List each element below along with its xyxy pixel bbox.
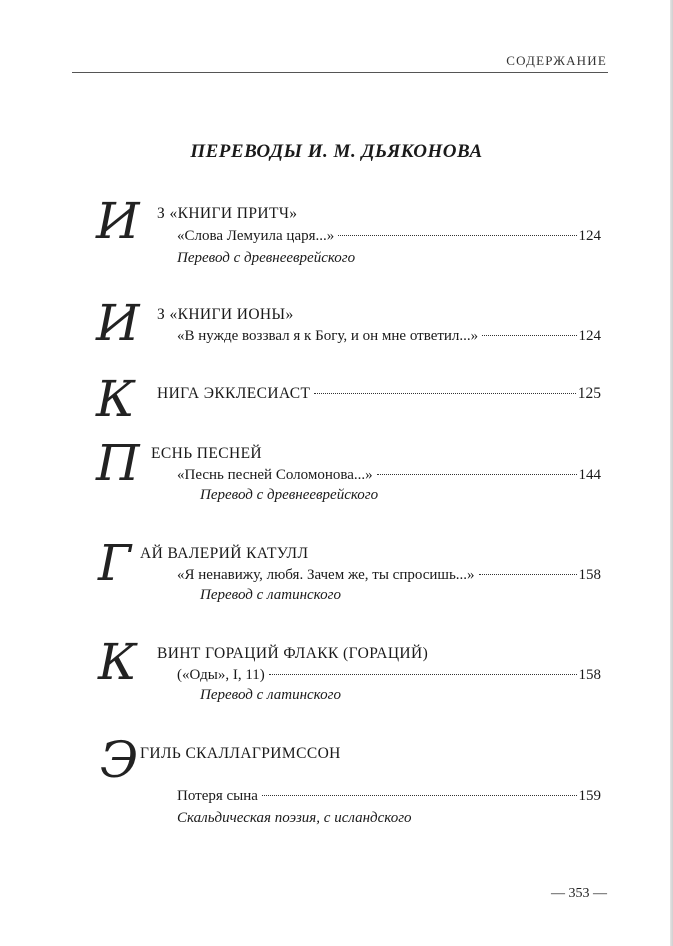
- dropcap: К: [98, 633, 137, 691]
- dropcap: К: [96, 370, 135, 428]
- toc-line[interactable]: [177, 467, 601, 484]
- entry-title: («Оды», I, 11): [177, 667, 265, 683]
- dropcap: П: [96, 434, 140, 492]
- toc-line[interactable]: [177, 788, 601, 805]
- page-folio: — 353 —: [551, 886, 607, 901]
- entry-title: «Я ненавижу, любя. Зачем же, ты спросишь...»: [177, 567, 475, 583]
- page-number: 159: [578, 788, 601, 804]
- dropcap: Г: [98, 534, 132, 592]
- toc-line[interactable]: [177, 328, 601, 345]
- page-number: 158: [578, 567, 601, 583]
- leader-dots: [338, 235, 576, 236]
- running-header: СОДЕРЖАНИЕ: [506, 53, 607, 68]
- leader-dots: [377, 474, 577, 475]
- page-number: 158: [578, 667, 601, 683]
- entry-note: Перевод с древнееврейского: [177, 250, 356, 266]
- toc-line[interactable]: [157, 385, 601, 403]
- dropcap: И: [96, 192, 140, 250]
- page-number: 125: [577, 385, 601, 402]
- entry-title: «В нужде воззвал я к Богу, и он мне ответил...»: [177, 328, 479, 344]
- header-rule: [72, 72, 608, 73]
- entry-note: Скальдическая поэзия, с исландского: [177, 810, 412, 826]
- entry-author: З «КНИГИ ИОНЫ»: [157, 306, 294, 323]
- section-title: ПЕРЕВОДЫ И. М. ДЬЯКОНОВА: [190, 141, 483, 162]
- leader-dots: [262, 795, 577, 796]
- leader-dots: [482, 335, 576, 336]
- entry-author: ГИЛЬ СКАЛЛАГРИМССОН: [140, 745, 341, 762]
- leader-dots: [479, 574, 577, 575]
- toc-line[interactable]: [177, 228, 601, 245]
- entry-author: ВИНТ ГОРАЦИЙ ФЛАКК (ГОРАЦИЙ): [157, 645, 429, 662]
- entry-author: НИГА ЭККЛЕСИАСТ: [157, 385, 311, 402]
- entry-title: «Слова Лемуила царя...»: [177, 228, 335, 244]
- entry-note: Перевод с древнееврейского: [200, 487, 379, 503]
- page-number: 124: [578, 228, 601, 244]
- leader-dots: [269, 674, 577, 675]
- leader-dots: [314, 393, 575, 394]
- entry-title: Потеря сына: [177, 788, 258, 804]
- dropcap: И: [96, 294, 140, 352]
- page-number: 124: [578, 328, 601, 344]
- entry-author: З «КНИГИ ПРИТЧ»: [157, 205, 298, 222]
- entry-author: ЕСНЬ ПЕСНЕЙ: [151, 445, 263, 462]
- toc-line[interactable]: [177, 567, 601, 584]
- entry-title: «Песнь песней Соломонова...»: [177, 467, 373, 483]
- dropcap: Э: [100, 731, 139, 789]
- entry-note: Перевод с латинского: [200, 587, 341, 603]
- entry-note: Перевод с латинского: [200, 687, 341, 703]
- entry-author: АЙ ВАЛЕРИЙ КАТУЛЛ: [140, 545, 309, 562]
- toc-line[interactable]: [177, 667, 601, 684]
- page-number: 144: [578, 467, 601, 483]
